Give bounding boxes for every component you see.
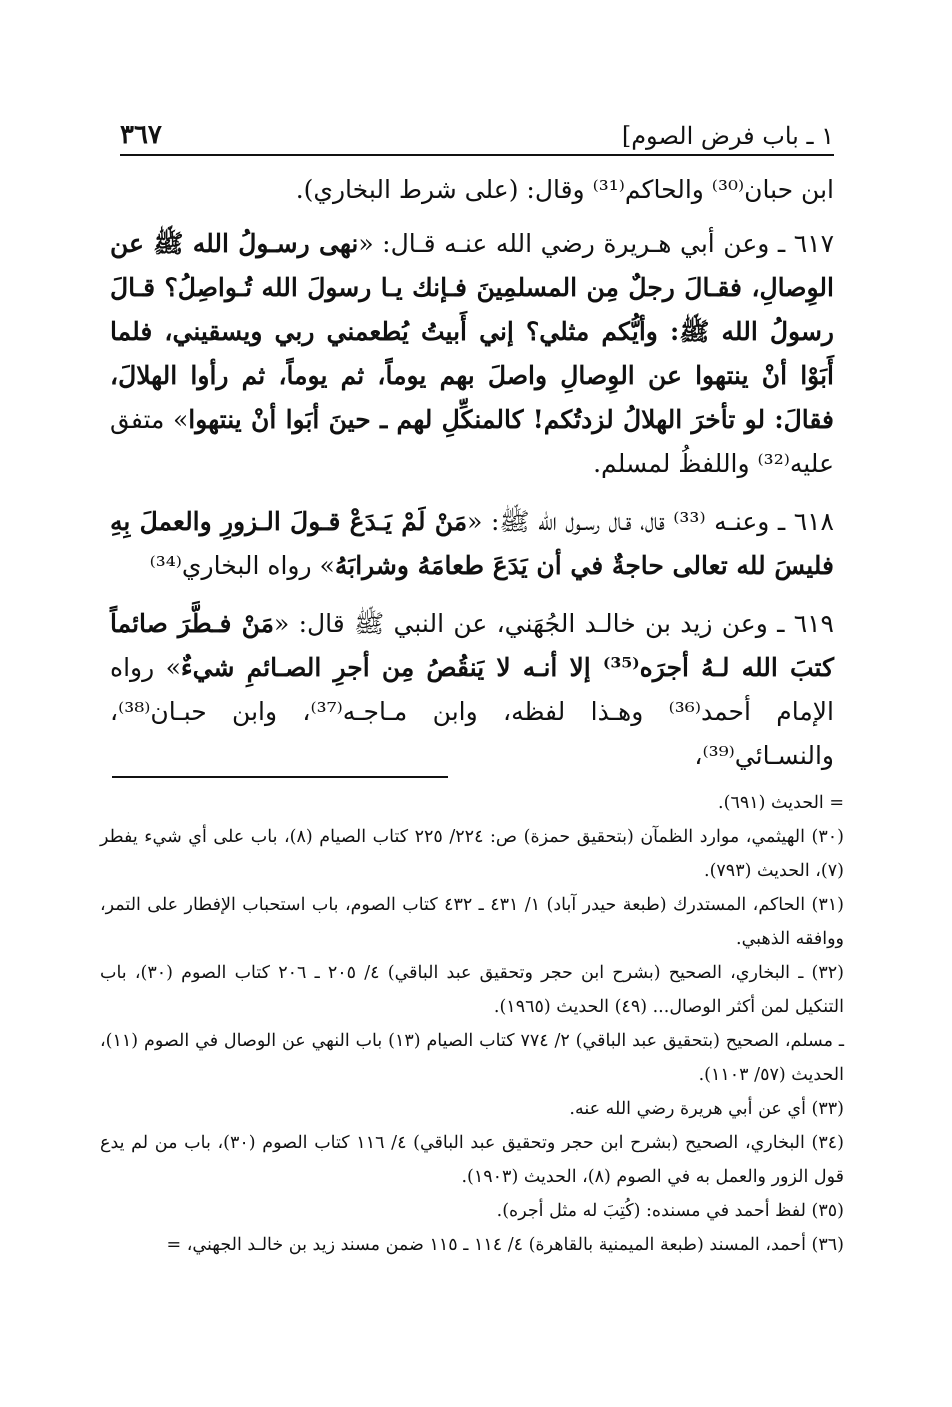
footnotes: [100, 786, 844, 1262]
running-title: ١ ـ باب فرض الصوم]: [621, 122, 834, 150]
footnote: ـ مسلم، الصحيح (بتحقيق عبد الباقي) ٢/ ٧٧٤ كتاب الصيام (١٣) باب النهي عن الوصال في الصوم (١١)، الحديث (٥٧/ ١١٠٣).: [100, 1031, 844, 1085]
footnote: (٣٣) أي عن أبي هريرة رضي الله عنه.: [569, 1099, 844, 1119]
paragraph-intro: [110, 168, 834, 212]
footnote-separator: [112, 776, 448, 778]
hadith-617-source: » متفق عليه⁽³²⁾ واللفظُ لمسلم.: [110, 405, 834, 478]
hadith-618-intro: ٦١٨ ـ وعنـه ⁽³³⁾ قال، قـال رسـول الله ﷺ: «: [467, 507, 834, 536]
footnote: (٣٠) الهيثمي، موارد الظمآن (بتحقيق حمزة) ص: ٢٢٤/ ٢٢٥ كتاب الصيام (٨)، باب على أي شيء يفطر (٧)، الحديث (٧٩٣).: [100, 827, 844, 881]
footnote: = الحديث (٦٩١).: [718, 793, 844, 813]
hadith-617-text: نهى رسـولُ الله ﷺ عن الوِصالِ، فقـالَ رجلٌ مِن المسلمِينَ فـإنك يـا رسولَ الله تُـواصِلُ؟ قـالَ رسولُ الله ﷺ: وأيُّكم مثلي؟ إني أَبيتُ يُطعمني ربي ويسقيني، فلما أَبَوْا أنْ ينتهوا عن الوِصالِ واصلَ بهم يوماً، ثم يوماً، ثم رأوا الهلالَ، فقالَ: لو تأخرَ الهلالُ لزدتُكم! كالمنكِّلِ لهم ـ حينَ أبَوا أنْ ينتهوا: [110, 229, 834, 434]
intro-text: ابن حبان⁽³⁰⁾ والحاكم⁽³¹⁾ وقال: (على شرط البخاري).: [295, 175, 834, 204]
footnote: (٣١) الحاكم، المستدرك (طبعة حيدر آباد) ١/ ٤٣١ ـ ٤٣٢ كتاب الصوم، باب استحباب الإفطار على التمر، ووافقه الذهبي.: [100, 895, 844, 949]
hadith-617: [110, 222, 834, 486]
hadith-618: [110, 500, 834, 588]
hadith-617-intro: ٦١٧ ـ وعن أبي هـريرة رضي الله عنـه قـال: «: [358, 229, 835, 258]
main-text: [110, 168, 834, 792]
footnote: (٣٦) أحمد، المسند (طبعة الميمنية بالقاهرة) ٤/ ١١٤ ـ ١١٥ ضمن مسند زيد بن خالـد الجهني، =: [166, 1235, 844, 1255]
footnote: (٣٢) ـ البخاري، الصحيح (بشرح ابن حجر وتحقيق عبد الباقي) ٤/ ٢٠٥ ـ ٢٠٦ كتاب الصوم (٣٠)، باب التنكيل لمن أكثر الوصال... (٤٩) الحديث (١٩٦٥).: [100, 963, 844, 1017]
hadith-618-text: مَنْ لَمْ يَـدَعْ قـولَ الـزورِ والعملَ بِهِ فليسَ لله تعالى حاجةٌ في أن يَدَعَ طعامَهُ وشرابَهُ: [110, 507, 834, 580]
hadith-619: [110, 602, 834, 778]
hadith-618-source: » رواه البخاري⁽³⁴⁾: [149, 551, 335, 580]
page-number: ٣٦٧: [120, 120, 162, 150]
page-header: [120, 110, 834, 156]
hadith-619-text: مَنْ فـطَّرَ صائماً كتبَ الله لـهُ أجرَه⁽³⁵⁾ إلا أنـه لا يَنقُصُ مِن أجرِ الصـائمِ شيءٌ: [110, 609, 834, 682]
hadith-619-source: » رواه الإمام أحمد⁽³⁶⁾ وهـذا لفظه، وابن مـاجـه⁽³⁷⁾، وابن حبـان⁽³⁸⁾، والنسـائي⁽³⁹⁾،: [110, 653, 834, 770]
footnote: (٣٥) لفظ أحمد في مسنده: (كُتِبَ له مثل أجره).: [496, 1201, 844, 1221]
hadith-619-intro: ٦١٩ ـ وعن زيد بن خالـد الجُهَني، عن النبي ﷺ قال: «: [274, 609, 834, 638]
footnote: (٣٤) البخاري، الصحيح (بشرح ابن حجر وتحقيق عبد الباقي) ٤/ ١١٦ كتاب الصوم (٣٠)، باب من لم يدع قول الزور والعمل به في الصوم (٨)، الحديث (١٩٠٣).: [100, 1133, 844, 1187]
